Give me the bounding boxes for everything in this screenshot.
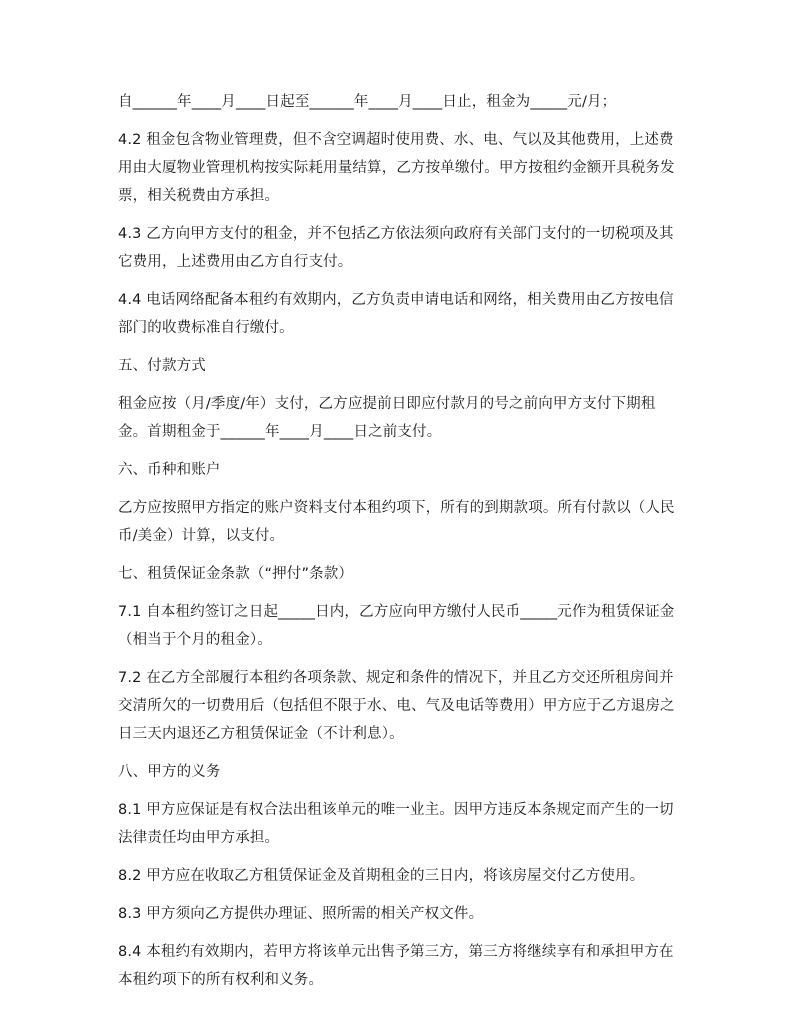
clause-4-4: 4.4 电话网络配备本租约有效期内，乙方负责申请电话和网络，相关费用由乙方按电信部门的收费标准自行缴付。 <box>118 292 674 336</box>
section-5-text: 租金应按（月/季度/年）支付，乙方应提前日即应付款月的号之前向甲方支付下期租金。首期租金于______年____月____日之前支付。 <box>118 396 656 440</box>
clause-8-1: 8.1 甲方应保证是有权合法出租该单元的唯一业主。因甲方违反本条规定而产生的一切法律责任均由甲方承担。 <box>118 802 674 846</box>
clause-4-2: 4.2 租金包含物业管理费，但不含空调超时使用费、水、电、气以及其他费用，上述费用由大厦物业管理机构按实际耗用量结算，乙方按单缴付。甲方按租约金额开具税务发票，相关税费由方承担。 <box>118 132 675 204</box>
clause-7-2: 7.2 在乙方全部履行本租约各项条款、规定和条件的情况下，并且乙方交还所租房间并交清所欠的一切费用后（包括但不限于水、电、气及电话等费用）甲方应于乙方退房之日三天内退还乙方租赁保证金（不计利息）。 <box>118 670 675 742</box>
section-6-heading: 六、币种和账户 <box>118 462 221 478</box>
section-7-heading: 七、租赁保证金条款（“押付”条款） <box>118 566 354 582</box>
section-5-heading: 五、付款方式 <box>118 358 206 374</box>
clause-8-3: 8.3 甲方须向乙方提供办理证、照所需的相关产权文件。 <box>118 906 484 922</box>
section-6-text: 乙方应按照甲方指定的账户资料支付本租约项下，所有的到期款项。所有付款以（人民币/美金）计算，以支付。 <box>118 500 675 544</box>
clause-4-3: 4.3 乙方向甲方支付的租金，并不包括乙方依法须向政府有关部门支付的一切税项及其它费用，上述费用由乙方自行支付。 <box>118 226 674 270</box>
section-8-heading: 八、甲方的义务 <box>118 764 221 780</box>
clause-8-4: 8.4 本租约有效期内，若甲方将该单元出售予第三方，第三方将继续享有和承担甲方在本租约项下的所有权利和义务。 <box>118 944 674 988</box>
rent-period-line: 自______年____月____日起至______年____月____日止，租金为_____元/月； <box>118 94 617 110</box>
clause-8-2: 8.2 甲方应在收取乙方租赁保证金及首期租金的三日内，将该房屋交付乙方使用。 <box>118 868 645 884</box>
document-page <box>118 88 683 1004</box>
clause-7-1: 7.1 自本租约签订之日起_____日内，乙方应向甲方缴付人民币_____元作为租赁保证金（相当于个月的租金）。 <box>118 604 675 648</box>
